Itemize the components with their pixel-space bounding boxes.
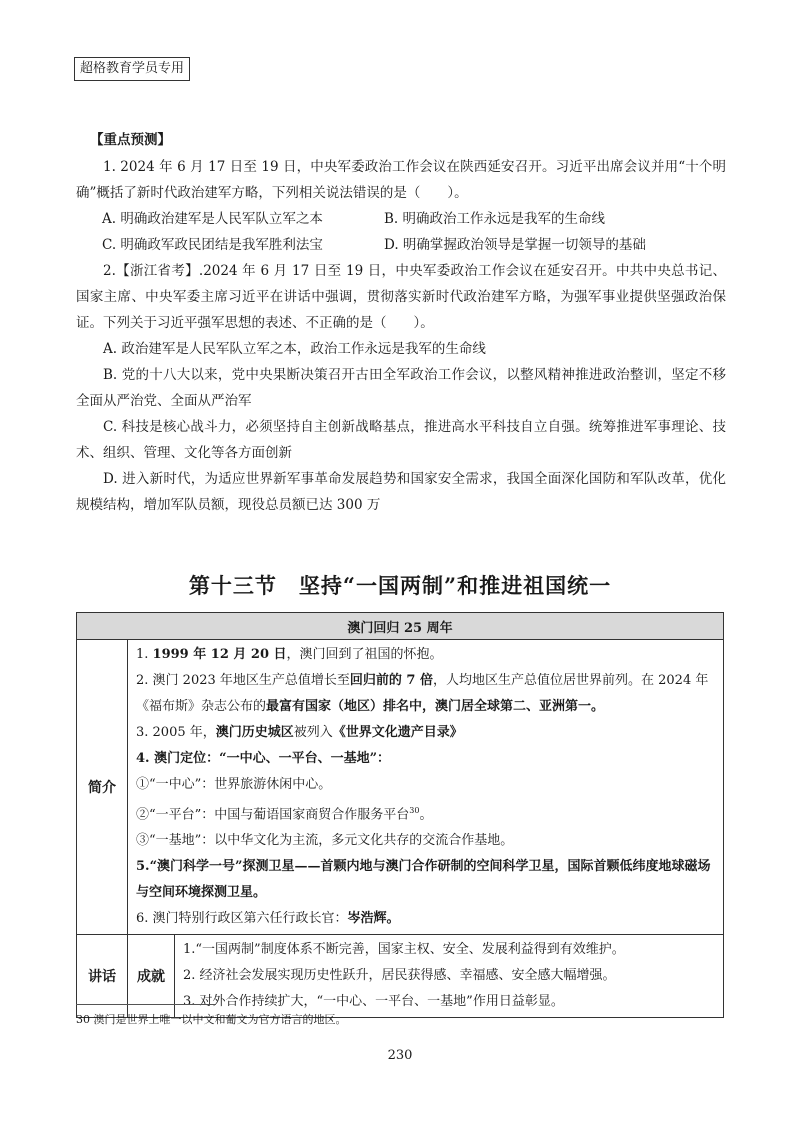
intro-label: 简介 [77,640,128,935]
section-title: 第十三节 坚持“一国两制”和推进祖国统一 [188,573,612,598]
achievement-item-1: 1.“一国两制”制度体系不断完善，国家主权、安全、发展利益得到有效维护。 [183,942,625,958]
intro-line-1: 1. 1999 年 12 月 20 日，澳门回到了祖国的怀抱。 [136,647,443,662]
watermark-label: 超格教育学员专用 [74,57,190,81]
achievement-item-3: 3. 对外合作持续扩大，“一中心、一平台、一基地”作用日益彰显。 [183,994,564,1010]
footnote-ref: 30 [409,806,420,815]
intro-line-3: 3. 2005 年，澳门历史城区被列入《世界文化遗产目录》 [136,725,463,740]
option-d: D. 明确掌握政治领导是掌握一切领导的基础 [384,237,646,253]
key-prediction-section [76,128,726,518]
question-2-option-b: B. 党的十八大以来，党中央果断决策召开古田全军政治工作会议，以整风精神推进政治整训，坚定不移全面从严治党、全面从严治军 [76,367,726,409]
intro-line-2: 2. 澳门 2023 年地区生产总值增长至回归前的 7 倍，人均地区生产总值位居世界前列。在 2024 年《福布斯》杂志公布的最富有国家（地区）排名中，澳门居全球第二、亚洲第一。 [136,673,709,714]
footnote-divider [76,1004,216,1005]
question-1-stem: 1. 2024 年 6 月 17 日至 19 日，中央军委政治工作会议在陕西延安召开。习近平出席会议并用“十个明确”概括了新时代政治建军方略，下列相关说法错误的是（ ）。 [76,159,726,201]
intro-line-9: 6. 澳门特别行政区第六任行政长官：岑浩辉。 [136,911,400,927]
achievement-label: 成就 [128,935,175,1018]
question-2-option-c: C. 科技是核心战斗力，必须坚持自主创新战略基点，推进高水平科技自立自强。统筹推进军事理论、技术、组织、管理、文化等各方面创新 [76,419,726,461]
option-c: C. 明确政军政民团结是我军胜利法宝 [102,237,323,253]
question-2-option-a: A. 政治建军是人民军队立军之本，政治工作永远是我军的生命线 [103,341,486,357]
option-a: A. 明确政治建军是人民军队立军之本 [102,211,323,227]
intro-line-4: 4. 澳门定位：“一中心、一平台、一基地”： [136,751,391,766]
page-number: 230 [387,1048,413,1063]
intro-line-7: ③“一基地”：以中华文化为主流，多元文化共存的交流合作基地。 [136,833,514,849]
intro-content [128,640,724,935]
option-b: B. 明确政治工作永远是我军的生命线 [384,211,606,227]
question-1-options-row-2 [102,232,726,258]
achievement-item-2: 2. 经济社会发展实现历史性跃升，居民获得感、幸福感、安全感大幅增强。 [183,968,616,984]
intro-line-6: ②“一平台”：中国与葡语国家商贸合作服务平台$^{30}$。 [136,806,433,823]
footnote: 30 澳门是世界上唯一以中文和葡文为官方语言的地区。 [76,1013,347,1026]
achievement-content [175,935,724,1018]
question-1-options-row-1 [102,206,726,232]
macau-info-table [76,612,724,1018]
question-2-option-d: D. 进入新时代，为适应世界新军事革命发展趋势和国家安全需求，我国全面深化国防和军队改革，优化规模结构，增加军队员额，现役总员额已达 300 万 [76,471,726,513]
question-2-stem: 2.【浙江省考】.2024 年 6 月 17 日至 19 日，中央军委政治工作会议在延安召开。中共中央总书记、国家主席、中央军委主席习近平在讲话中强调，贯彻落实新时代政治建军方略，为强军事业提供坚强政治保证。下列关于习近平强军思想的表述、不正确的是（ ）。 [76,263,726,331]
table-header: 澳门回归 25 周年 [77,613,724,640]
intro-line-5: ①“一中心”：世界旅游休闲中心。 [136,777,332,792]
intro-line-8: 5.“澳门科学一号”探测卫星——首颗内地与澳门合作研制的空间科学卫星，国际首颗低纬度地球磁场与空间环境探测卫星。 [136,859,711,901]
prediction-label: 【重点预测】 [90,132,171,148]
speech-label: 讲话 [77,935,128,1018]
